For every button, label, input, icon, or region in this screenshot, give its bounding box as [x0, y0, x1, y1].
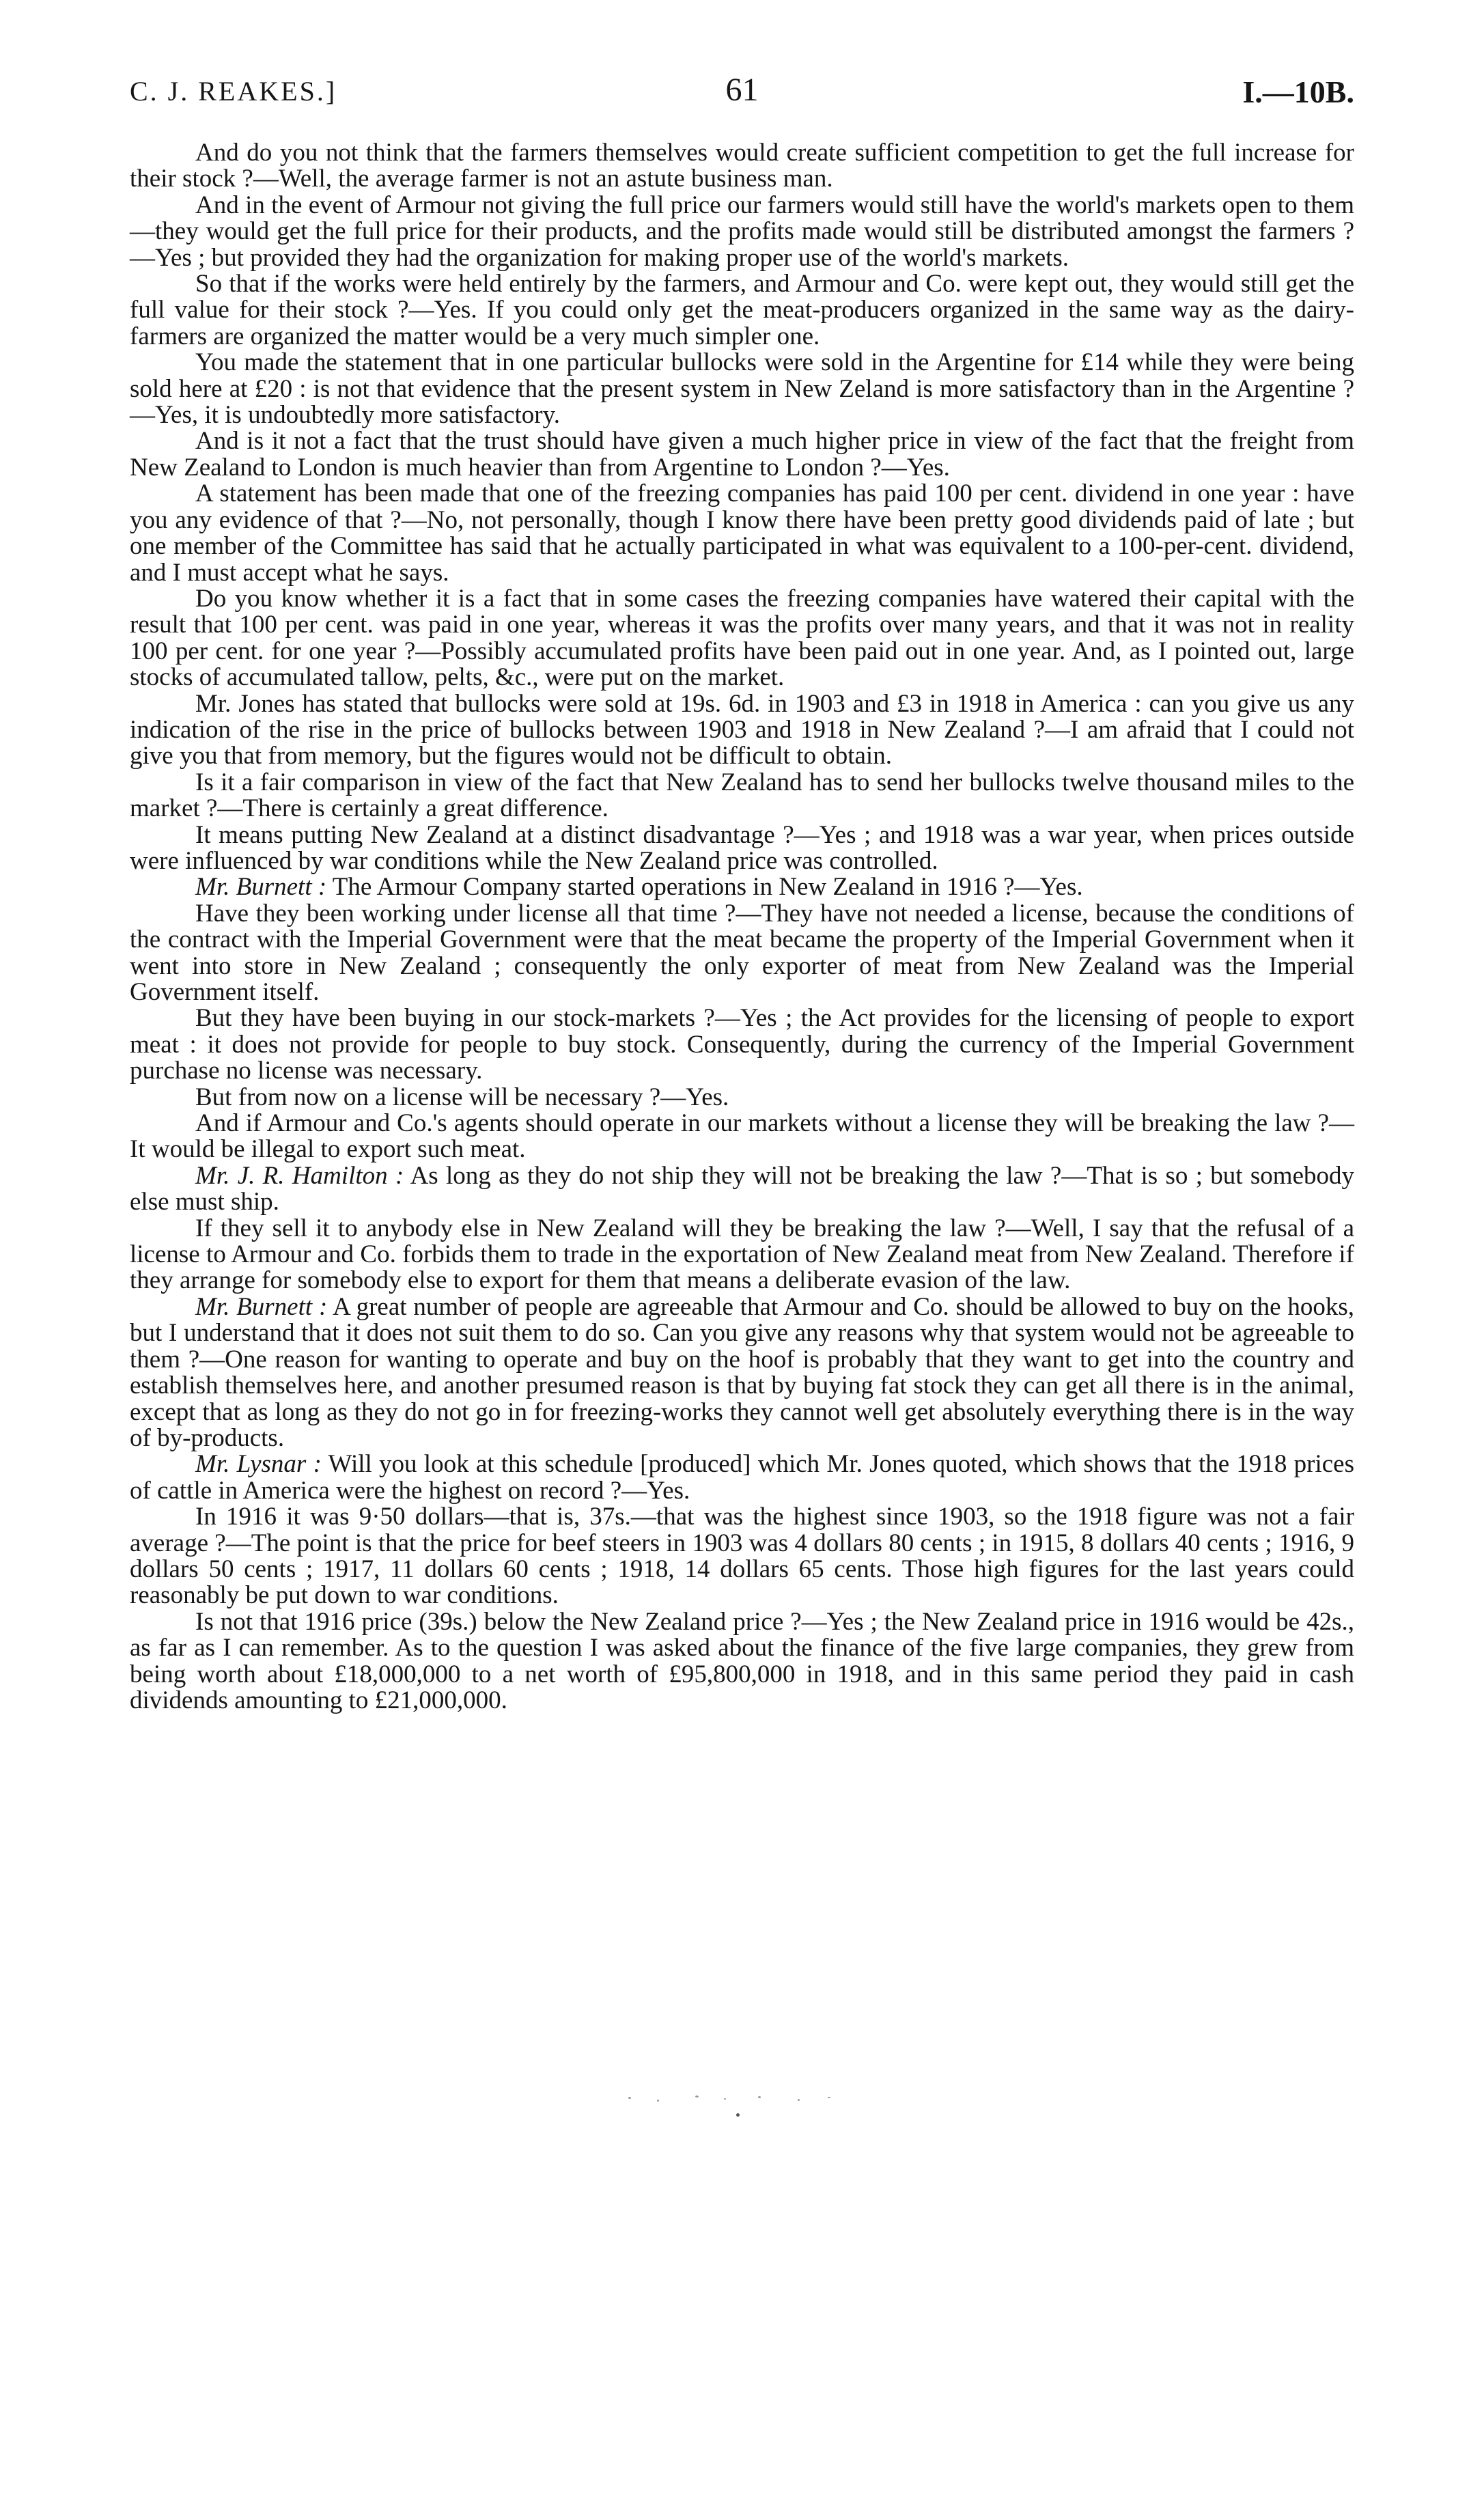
paragraph	[130, 1085, 1354, 1111]
paragraph	[130, 1111, 1354, 1163]
paragraph-text: Is it a fair comparison in view of the fact that New Zealand has to send her bullocks twelve thousand miles to the market ?—There is certainly a great difference.	[130, 768, 1354, 823]
speaker-label: Mr. Lysnar :	[195, 1450, 322, 1479]
paragraph	[130, 874, 1354, 900]
paragraph-text: Have they been working under license all that time ?—They have not needed a license, because the conditions of the contract with the Imperial Government were that the meat became the property of the Imperial Government when it went into store in New Zealand ; consequently the only exporter of meat from New Zealand was the Imperial Government itself.	[130, 899, 1354, 1006]
paragraph-text: Will you look at this schedule [produced] which Mr. Jones quoted, which shows that the 1918 prices of cattle in America were the highest on record ?—Yes.	[130, 1450, 1355, 1505]
paragraph-text: A great number of people are agreeable that Armour and Co. should be allowed to buy on the hooks, but I understand that it does not suit them to do so. Can you give any reasons why that system would not be agreeable to them ?—One reason for wanting to operate and buy on the hoof is probably that they want to get into the country and establish themselves here, and another presumed reason is that by buying fat stock they can get all there is in the animal, except that as long as they do not go in for freezing-works they cannot well get absolutely everything there is in the way of by-products.	[130, 1292, 1354, 1452]
paragraph	[130, 822, 1354, 875]
document-reference: I.—10B.	[1242, 74, 1354, 109]
paragraph-text: Mr. Jones has stated that bullocks were sold at 19s. 6d. in 1903 and £3 in 1918 in America : can you give us any indication of the rise in the price of bullocks between 1903 and 1918 in New Zealand ?—I am afraid that I could not give you that from memory, but the figures would not be difficult to obtain.	[130, 689, 1354, 770]
paragraph-text: You made the statement that in one particular bullocks were sold in the Argentine for £14 while they were being sold here at £20 : is not that evidence that the present system in New Zeland is more satisfactory than in the Argentine ?—Yes, it is undoubtedly more satisfactory.	[130, 348, 1354, 430]
paragraph	[130, 1005, 1354, 1084]
paragraph-text: It means putting New Zealand at a distinct disadvantage ?—Yes ; and 1918 was a war year, when prices outside were influenced by war conditions while the New Zealand price was controlled.	[130, 820, 1354, 875]
paragraph	[130, 193, 1354, 271]
paragraph-text: And in the event of Armour not giving the full price our farmers would still have the world's markets open to them—they would get the full price for their products, and the profits made would still be distributed amongst the farmers ?—Yes ; but provided they had the organization for making proper use of the world's markets.	[130, 191, 1354, 272]
print-specks	[615, 2090, 847, 2117]
speaker-label: Mr. Burnett :	[195, 1292, 328, 1321]
paragraph	[130, 1609, 1354, 1714]
paragraph-text: If they sell it to anybody else in New Zealand will they be breaking the law ?—Well, I say that the refusal of a license to Armour and Co. forbids them to trade in the exportation of New Zealand meat from New Zealand. Therefore if they arrange for somebody else to export for them that means a deliberate evasion of the law.	[130, 1214, 1354, 1295]
speaker-label: Mr. Burnett :	[195, 873, 327, 902]
paragraph-text: So that if the works were held entirely by the farmers, and Armour and Co. were kept out, they would still get the full value for their stock ?—Yes. If you could only get the meat-producers organized in the same way as the dairy-farmers are organized the matter would be a very much simpler one.	[130, 270, 1354, 350]
paragraph-text: And if Armour and Co.'s agents should operate in our markets without a license they will be breaking the law ?—It would be illegal to export such meat.	[130, 1109, 1354, 1164]
paragraph-text: And do you not think that the farmers themselves would create sufficient competition to get the full increase for their stock ?—Well, the average farmer is not an astute business man.	[130, 139, 1354, 193]
paragraph	[130, 586, 1354, 691]
paragraph	[130, 428, 1354, 481]
paragraph	[130, 140, 1354, 193]
paragraph	[130, 1216, 1354, 1294]
paragraph-text: And is it not a fact that the trust should have given a much higher price in view of the fact that the freight from New Zealand to London is much heavier than from Argentine to London ?—Yes.	[130, 427, 1354, 482]
paragraph-text: But from now on a license will be necessary ?—Yes.	[195, 1083, 729, 1111]
paragraph	[130, 1451, 1354, 1504]
page-number: 61	[725, 72, 759, 108]
paragraph-text: A statement has been made that one of the freezing companies has paid 100 per cent. dividend in one year : have you any evidence of that ?—No, not personally, though I know there have been pretty good dividends paid of late ; but one member of the Committee has said that he actually participated in what was equivalent to a 100-per-cent. dividend, and I must accept what he says.	[130, 479, 1354, 587]
speaker-label: Mr. J. R. Hamilton :	[195, 1161, 404, 1190]
paragraph-text: Is not that 1916 price (39s.) below the New Zealand price ?—Yes ; the New Zealand price in 1916 would be 42s., as far as I can remember. As to the question I was asked about the finance of the five large companies, they grew from being worth about £18,000,000 to a net worth of £95,800,000 in 1918, and in this same period they paid in cash dividends amounting to £21,000,000.	[130, 1607, 1354, 1714]
paragraph-text: The Armour Company started operations in New Zealand in 1916 ?—Yes.	[332, 873, 1083, 902]
paragraph-text: In 1916 it was 9·50 dollars—that is, 37s.—that was the highest since 1903, so the 1918 figure was not a fair average ?—The point is that the price for beef steers in 1903 was 4 dollars 80 cents ; in 1915, 8 dollars 40 cents ; 1916, 9 dollars 50 cents ; 1917, 11 dollars 60 cents ; 1918, 14 dollars 65 cents. Those high figures for the last years could reasonably be put down to war conditions.	[130, 1503, 1354, 1610]
paragraph-text: But they have been buying in our stock-markets ?—Yes ; the Act provides for the licensing of people to export meat : it does not provide for people to buy stock. Consequently, during the currency of the Imperial Government purchase no license was necessary.	[130, 1004, 1354, 1085]
paragraph-text: Do you know whether it is a fact that in some cases the freezing companies have watered their capital with the result that 100 per cent. was paid in one year, whereas it was the profits over many years, and that it was not in reality 100 per cent. for one year ?—Possibly accumulated profits have been paid out in one year. And, as I pointed out, large stocks of accumulated tallow, pelts, &c., were put on the market.	[130, 584, 1354, 692]
header-author: C. J. REAKES.]	[130, 76, 337, 107]
paragraph	[130, 1504, 1354, 1609]
paragraph	[130, 770, 1354, 822]
paragraph	[130, 481, 1354, 586]
paragraph	[130, 901, 1354, 1006]
page-header	[130, 72, 1354, 116]
paragraph	[130, 350, 1354, 428]
paragraph	[130, 691, 1354, 770]
document-body	[130, 140, 1354, 1714]
paragraph	[130, 1163, 1354, 1216]
paragraph-text: As long as they do not ship they will not be breaking the law ?—That is so ; but somebody else must ship.	[130, 1161, 1354, 1216]
paragraph	[130, 1294, 1354, 1451]
paragraph	[130, 271, 1354, 350]
